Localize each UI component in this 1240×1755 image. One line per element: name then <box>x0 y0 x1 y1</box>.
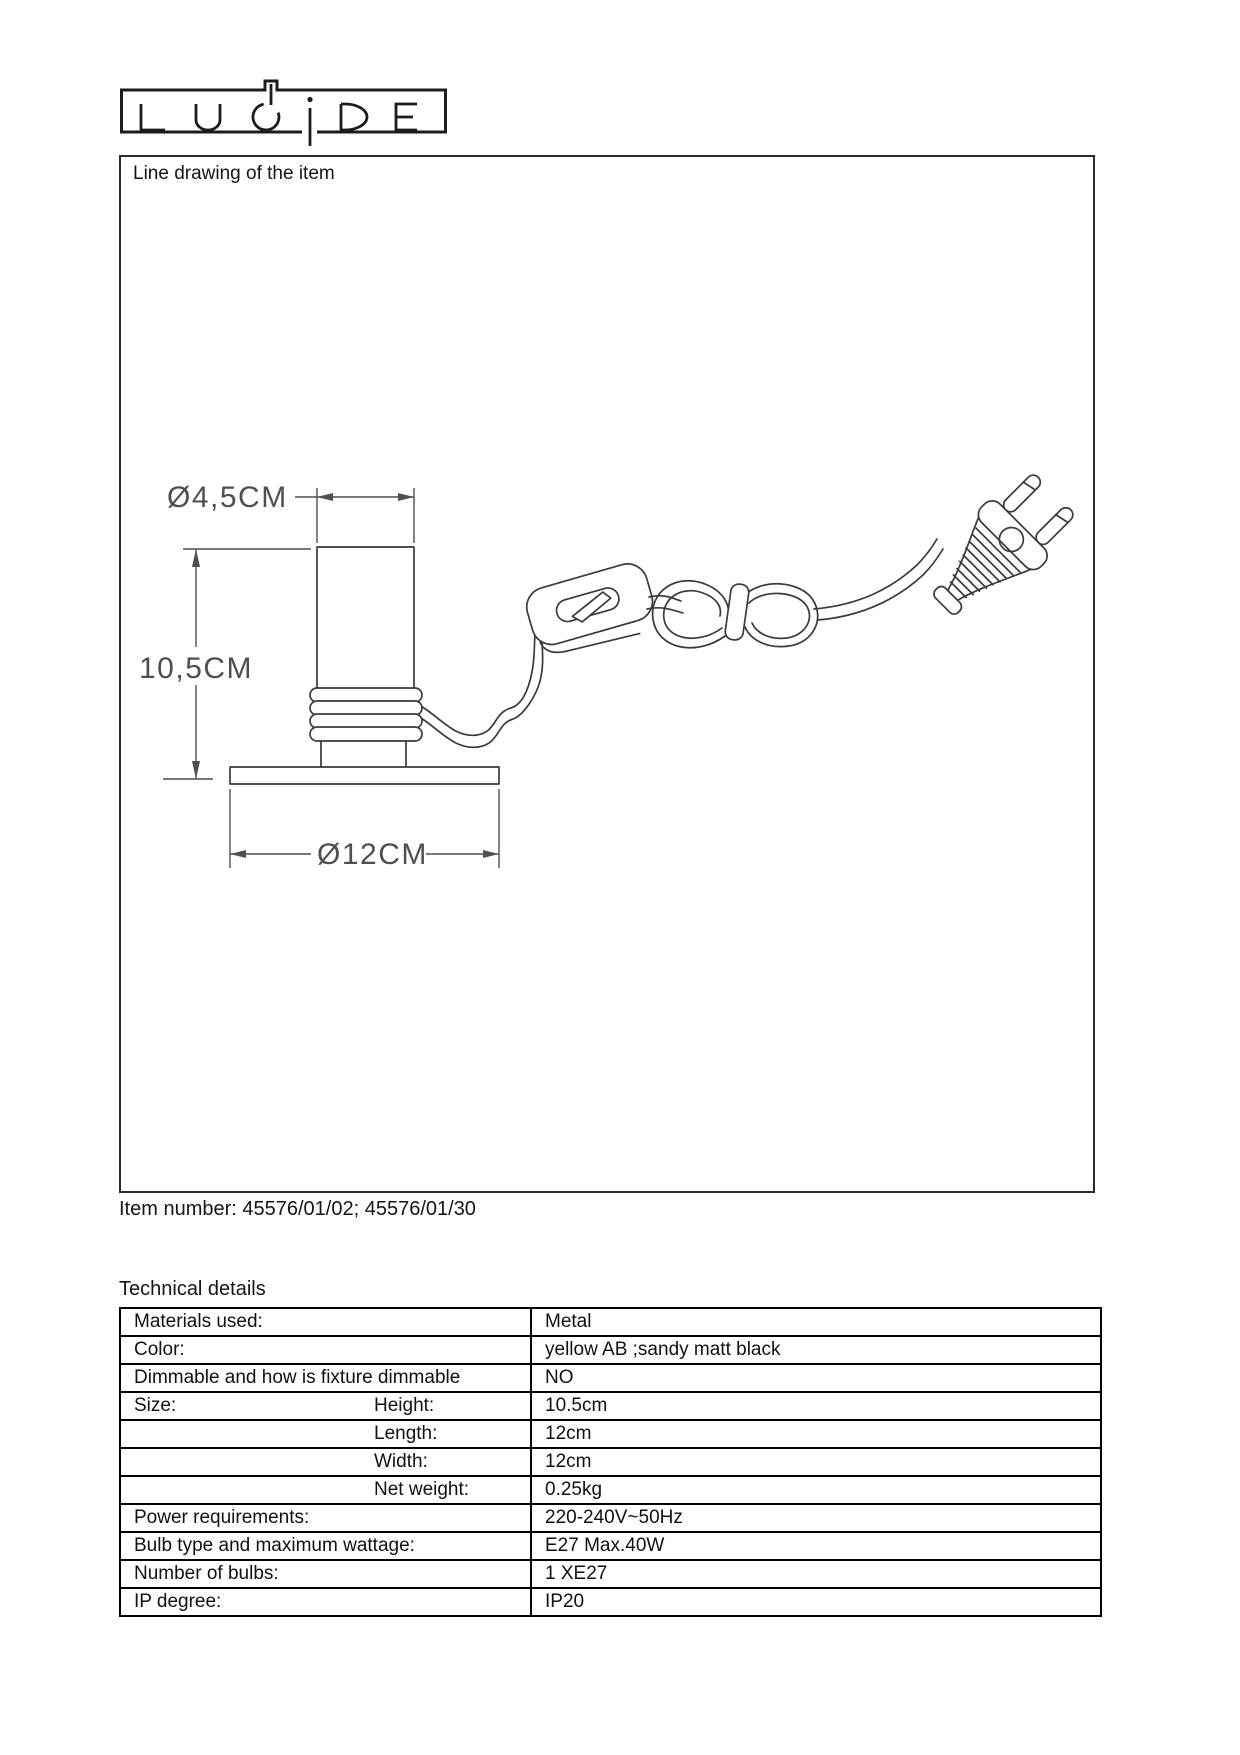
logo-letter-c <box>253 104 279 130</box>
technical-details-heading: Technical details <box>119 1278 266 1300</box>
inline-switch <box>522 559 661 661</box>
lucide-logo <box>120 78 447 150</box>
row-label: Materials used: <box>134 1311 263 1332</box>
dim-label-top-diameter: Ø4,5CM <box>167 481 288 514</box>
logo-letter-e <box>396 104 417 130</box>
logo-letter-u <box>196 104 220 130</box>
row-value: 220-240V~50Hz <box>531 1504 1101 1532</box>
row-value: yellow AB ;sandy matt black <box>531 1336 1101 1364</box>
table-row-size-width <box>120 1448 1101 1476</box>
logo-letter-d <box>341 104 367 130</box>
logo-letter-l <box>141 104 165 130</box>
table-row-ip-degree <box>120 1588 1101 1616</box>
row-value: E27 Max.40W <box>531 1532 1101 1560</box>
row-label: Color: <box>134 1339 185 1360</box>
power-cable-segment-1b <box>421 639 543 747</box>
table-row-bulb-type <box>120 1532 1101 1560</box>
row-label: Dimmable and how is fixture dimmable <box>134 1367 461 1388</box>
row-sublabel: Width: <box>374 1451 428 1472</box>
coil-wrap-band <box>724 583 750 641</box>
logo-letter-i-dot <box>307 97 312 102</box>
row-label: Power requirements: <box>134 1507 310 1528</box>
power-plug <box>913 464 1084 635</box>
row-value: 1 XE27 <box>531 1560 1101 1588</box>
table-row-power <box>120 1504 1101 1532</box>
table-row-size-height <box>120 1392 1101 1420</box>
lamp-cylinder <box>317 547 414 692</box>
row-value: Metal <box>531 1308 1101 1336</box>
row-sublabel: Net weight: <box>374 1479 470 1500</box>
power-cable-segment-3b <box>818 549 943 620</box>
row-value: 10.5cm <box>531 1392 1101 1420</box>
dim-label-height: 10,5CM <box>139 652 254 685</box>
lamp-stem <box>321 741 406 767</box>
table-row-net-weight <box>120 1476 1101 1504</box>
dimension-height <box>139 549 311 779</box>
line-drawing-panel <box>119 155 1095 1193</box>
lamp-line-drawing <box>121 157 1093 1191</box>
row-value: 0.25kg <box>531 1476 1101 1504</box>
power-cable-segment-1 <box>421 635 535 735</box>
row-value: IP20 <box>531 1588 1101 1616</box>
dimension-top-diameter <box>167 481 414 543</box>
row-label: Size: <box>134 1395 177 1416</box>
cable-coil <box>653 581 818 648</box>
power-cable-segment-3 <box>814 539 937 609</box>
power-cable-segment-2 <box>649 596 681 601</box>
table-row-size-length <box>120 1420 1101 1448</box>
dimension-base-diameter <box>230 789 499 871</box>
row-value: 12cm <box>531 1448 1101 1476</box>
lamp-base-plate <box>230 767 499 784</box>
plug-pin-1 <box>1001 472 1043 514</box>
drawing-panel-title: Line drawing of the item <box>133 163 335 184</box>
row-value: 12cm <box>531 1420 1101 1448</box>
table-row-materials <box>120 1308 1101 1336</box>
row-label: IP degree: <box>134 1591 222 1612</box>
row-value: NO <box>531 1364 1101 1392</box>
row-label: Bulb type and maximum wattage: <box>134 1535 415 1556</box>
item-number-line: Item number: 45576/01/02; 45576/01/30 <box>119 1198 476 1220</box>
socket-rings <box>310 688 422 741</box>
table-row-bulb-count <box>120 1560 1101 1588</box>
dim-label-base-diameter: Ø12CM <box>317 838 428 871</box>
row-sublabel: Length: <box>374 1423 438 1444</box>
table-row-dimmable <box>120 1364 1101 1392</box>
technical-details-table <box>119 1307 1102 1617</box>
table-row-color <box>120 1336 1101 1364</box>
row-label: Number of bulbs: <box>134 1563 279 1584</box>
row-sublabel: Height: <box>374 1395 435 1416</box>
plug-pin-2 <box>1033 505 1075 547</box>
